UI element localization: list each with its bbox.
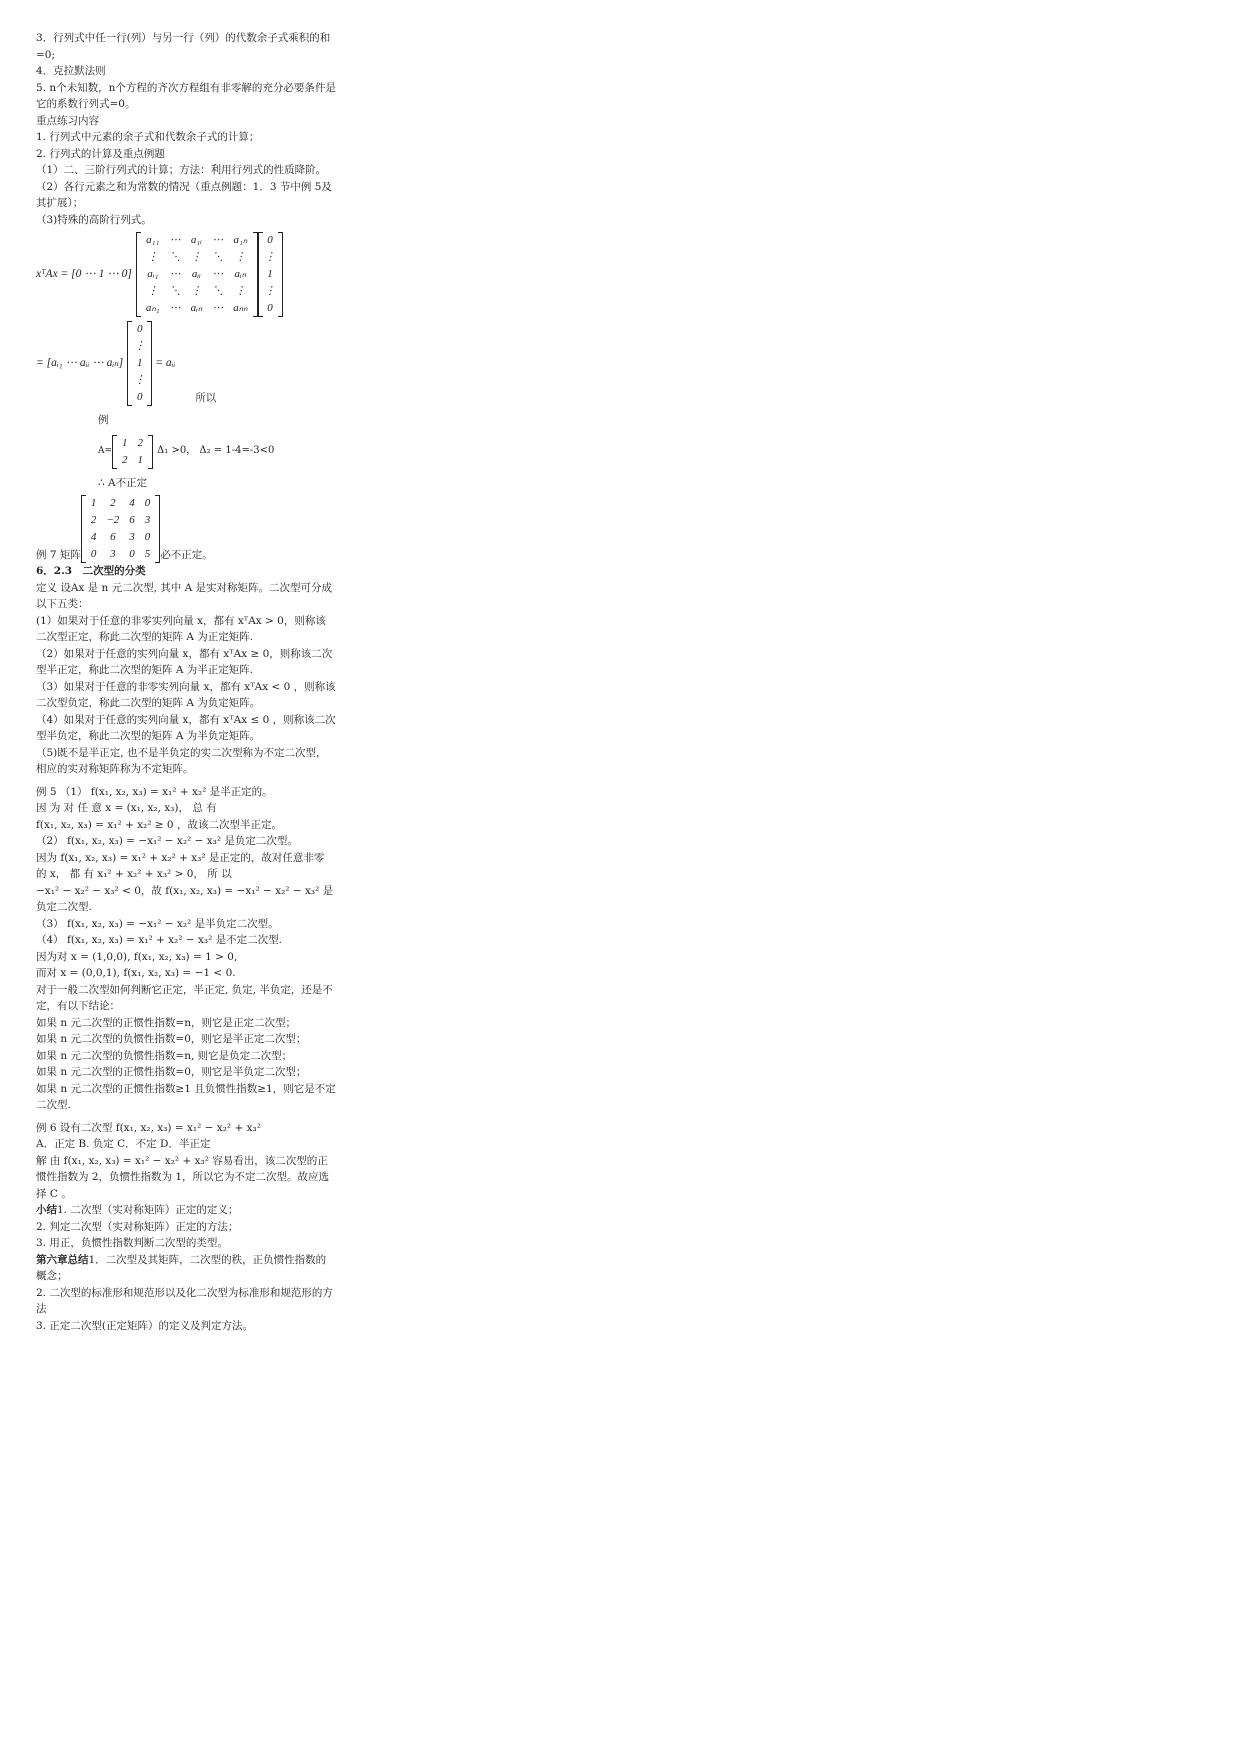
intro-line-6: 2. 行列式的计算及重点例题 [36, 147, 165, 160]
summary-block [36, 1202, 336, 1219]
example-5-line-1: 例 5 （1） f(x₁, x₂, x₃) = x₁² + x₂² 是半正定的。 [36, 785, 273, 798]
intro-line-4: 重点练习内容 [36, 114, 99, 127]
example-6-solution: 解 由 f(x₁, x₂, x₃) = x₁² − x₂² + x₃² 容易看出，该二次型的正惯性指数为 2，负惯性指数为 1，所以它为不定二次型。故应选择 C 。 [36, 1154, 330, 1200]
definition-line-5: （4）如果对于任意的实列向量 x，都有 xᵀAx ≤ 0 ，则称该二次型半负定，称此二次型的矩阵 A 为半负定矩阵。 [36, 713, 336, 742]
summary-item-1: 1. 二次型（实对称矩阵）正定的定义； [57, 1204, 239, 1216]
example-7-prefix: 例 7 矩阵 [36, 548, 81, 561]
example-6-line-1: 例 6 设有二次型 f(x₁, x₂, x₃) = x₁² − x₂² + x₃² [36, 1121, 261, 1134]
example-a-block [36, 412, 336, 491]
judge-line-3: 如果 n 元二次型的负惯性指数=0，则它是半正定二次型； [36, 1033, 307, 1045]
summary-title: 小结 [36, 1204, 57, 1216]
matrix-2x2: 1 2 2 1 [112, 435, 153, 469]
formula-result [36, 321, 336, 406]
example-5-line-5: 因为 f(x₁, x₂, x₃) = x₁² + x₂² + x₃² 是正定的，故对任意非零 [36, 851, 325, 864]
example-5-line-3: f(x₁, x₂, x₃) = x₁² + x₂² ≥ 0 ，故该二次型半正定。 [36, 818, 282, 831]
example-6-options: A．正定 B. 负定 C．不定 D．半正定 [36, 1138, 211, 1150]
intro-line-9: （3)特殊的高阶行列式。 [36, 213, 152, 226]
formula-xtax [36, 232, 336, 317]
definition-line-6: （5)既不是半正定, 也不是半负定的实二次型称为不定二次型，相应的实对称矩阵称为不定矩阵。 [36, 746, 327, 775]
definition-line-4: （3）如果对于任意的非零实列向量 x，都有 xᵀAx < 0 ，则称该二次型负定，称此二次型的矩阵 A 为负定矩阵。 [36, 680, 336, 709]
judge-line-1: 对于一般二次型如何判断它正定，半正定, 负定, 半负定，还是不定，有以下结论： [36, 983, 333, 1012]
example-a-prefix: A= [98, 446, 113, 457]
definition-line-3: （2）如果对于任意的实列向量 x，都有 xᵀAx ≥ 0，则称该二次型半正定，称此二次型的矩阵 A 为半正定矩阵. [36, 647, 333, 676]
definition-line-2: (1）如果对于任意的非零实列向量 x，都有 xᵀAx > 0，则称该二次型正定，称此二次型的矩阵 A 为正定矩阵. [36, 614, 326, 643]
example-5-line-11: 而对 x = (0,0,1), f(x₁, x₂, x₃) = −1 < 0. [36, 967, 236, 979]
matrix-4x4: 1 2 4 0 2 −2 6 3 4 6 3 0 0 3 0 5 [81, 495, 160, 563]
example-5-line-4: （2） f(x₁, x₂, x₃) = −x₁² − x₂² − x₃² 是负定二次型。 [36, 835, 298, 847]
intro-line-2: 4．克拉默法则 [36, 65, 106, 77]
chapter-summary-title: 第六章总结 [36, 1253, 89, 1266]
vector-e-i-2: 0 ⋮ 1 ⋮ 0 [127, 321, 152, 406]
chapter-summary-block [36, 1252, 336, 1285]
example-5-line-10: 因为对 x = (1,0,0), f(x₁, x₂, x₃) = 1 > 0, [36, 950, 238, 963]
example-5-line-2: 因 为 对 任 意 x = (x₁, x₂, x₃)， 总 有 [36, 802, 217, 814]
intro-line-3: 5. n个未知数，n个方程的齐次方程组有非零解的充分必要条件是它的系数行列式=0。 [36, 81, 336, 110]
formula-result-suffix: 所以 [195, 391, 217, 404]
matrix-a: a₁₁ ⋯ a₁ᵢ ⋯ a₁ₙ ⋮ ⋱ ⋮ ⋱ ⋮ aᵢ₁ ⋯ aᵢᵢ ⋯ aᵢₙ ⋮ ⋱ ⋮ ⋱ ⋮ aₙ₁ ⋯ aᵢₙ ⋯ aₙₙ [136, 232, 258, 317]
document-column [36, 30, 336, 1334]
chapter-summary-item-3: 3. 正定二次型(正定矩阵）的定义及判定方法。 [36, 1319, 253, 1332]
section-title: 6．2.3 二次型的分类 [36, 565, 146, 577]
intro-line-8: （2）各行元素之和为常数的情况（重点例题：1．3 节中例 5及其扩展）； [36, 180, 332, 209]
definition-line-1: 定义 设Ax 是 n 元二次型, 其中 A 是实对称矩阵。二次型可分成以下五类： [36, 581, 333, 610]
vector-e-i: 0 ⋮ 1 ⋮ 0 [258, 232, 283, 317]
example-7 [36, 495, 336, 563]
judge-line-2: 如果 n 元二次型的正惯性指数=n，则它是正定二次型； [36, 1016, 296, 1029]
formula-result-lhs: = [aᵢ₁ ⋯ aᵢᵢ ⋯ aᵢₙ] [36, 357, 124, 370]
chapter-summary-item-2: 2. 二次型的标准形和规范形以及化二次型为标准形和规范形的方法 [36, 1286, 333, 1315]
judge-line-6: 如果 n 元二次型的正惯性指数≥1 且负惯性指数≥1，则它是不定二次型. [36, 1082, 336, 1111]
judge-line-4: 如果 n 元二次型的负惯性指数=n, 则它是负定二次型； [36, 1049, 293, 1062]
example-7-suffix: 必不正定。 [160, 548, 213, 561]
intro-line-7: （1）二、三阶行列式的计算；方法：利用行列式的性质降阶。 [36, 164, 327, 176]
formula-result-rhs: = aᵢᵢ [155, 357, 176, 370]
example-5-line-7: −x₁² − x₂² − x₃² < 0，故 f(x₁, x₂, x₃) = −x₁² − x₂² − x₃² 是 负定二次型. [36, 884, 334, 913]
example-a-deltas: Δ₁ >0， Δ₂ = 1-4=-3<0 [157, 445, 275, 457]
summary-item-3: 3. 用正，负惯性指数判断二次型的类型。 [36, 1237, 228, 1249]
chapter-summary-item-1: 1．二次型及其矩阵，二次型的秩，正负惯性指数的概念； [36, 1253, 327, 1282]
example-5-line-6: 的 x， 都 有 x₁² + x₂² + x₃² > 0， 所 以 [36, 868, 232, 880]
judge-line-5: 如果 n 元二次型的正惯性指数=0，则它是半负定二次型； [36, 1066, 307, 1078]
example-5-line-9: （4） f(x₁, x₂, x₃) = x₁² + x₂² − x₃² 是不定二次型. [36, 934, 282, 946]
example-a-conclusion: ∴ A不正定 [98, 476, 148, 489]
intro-line-1: 3．行列式中任一行(列）与另一行（列）的代数余子式乘积的和=0; [36, 32, 331, 61]
example-5-line-8: （3） f(x₁, x₂, x₃) = −x₁² − x₂² 是半负定二次型。 [36, 917, 279, 930]
example-a-label: 例 [98, 414, 109, 426]
summary-item-2: 2. 判定二次型（实对称矩阵）正定的方法； [36, 1220, 239, 1233]
formula-xtax-lhs: xᵀAx = [0 ⋯ 1 ⋯ 0] [36, 268, 132, 281]
intro-line-5: 1. 行列式中元素的余子式和代数余子式的计算； [36, 131, 260, 143]
